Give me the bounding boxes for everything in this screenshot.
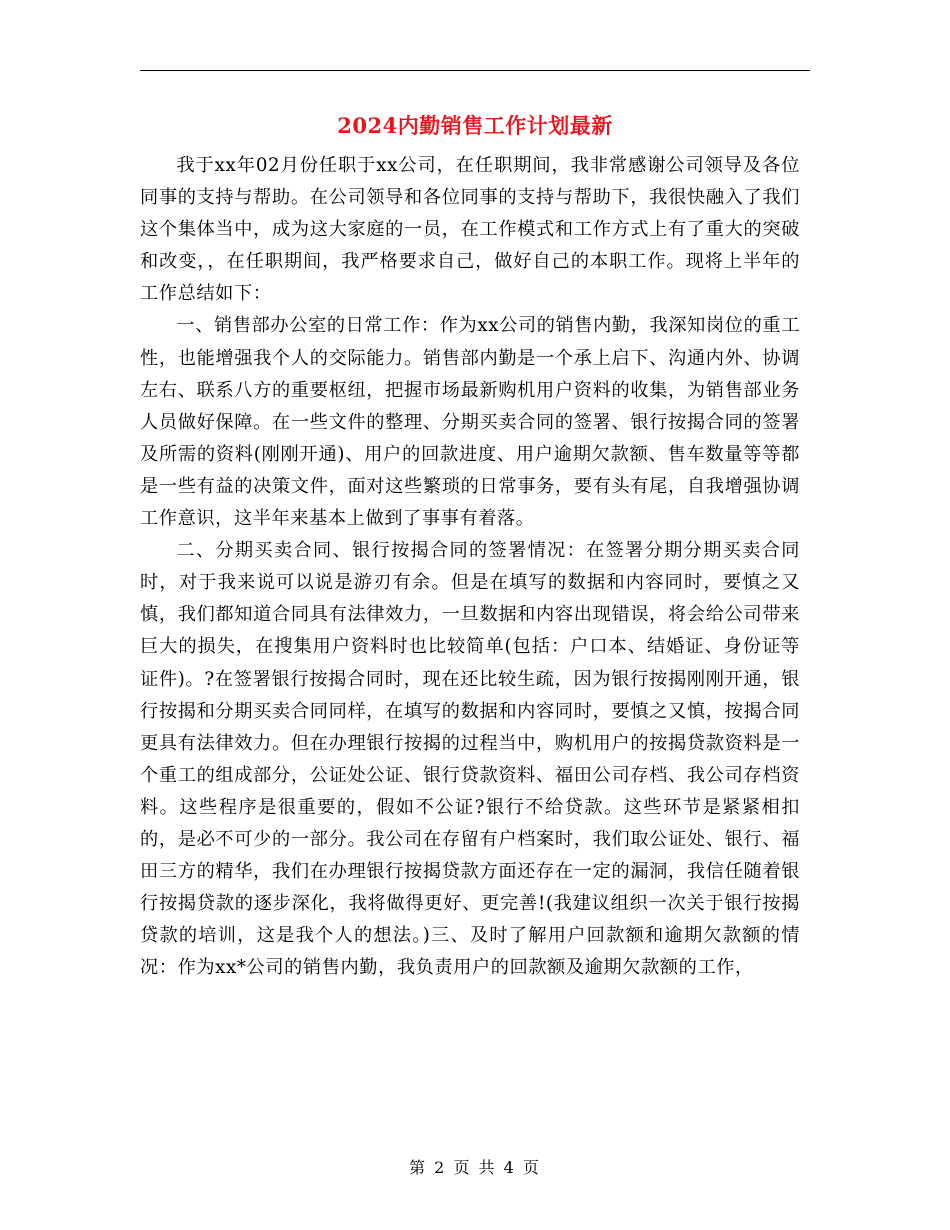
paragraph-section-1: 一、销售部办公室的日常工作：作为xx公司的销售内勤，我深知岗位的重工性，也能增强我个人的交际能力。销售部内勤是一个承上启下、沟通内外、协调左右、联系八方的重要枢纽，把握市场最新购机用户资料的收集，为销售部业务人员做好保障。在一些文件的整理、分期买卖合同的签署、银行按揭合同的签署及所需的资料(刚刚开通)、用户的回款进度、用户逾期欠款额、售车数量等等都是一些有益的决策文件，面对这些繁琐的日常事务，要有头有尾，自我增强协调工作意识，这半年来基本上做到了事事有着落。 <box>140 315 800 530</box>
paragraph-section-2: 二、分期买卖合同、银行按揭合同的签署情况：在签署分期分期买卖合同时，对于我来说可以说是游刃有余。但是在填写的数据和内容同时，要慎之又慎，我们都知道合同具有法律效力，一旦数据和内容出现错误，将会给公司带来巨大的损失，在搜集用户资料时也比较简单(包括：户口本、结婚证、身份证等证件)。?在签署银行按揭合同时，现在还比较生疏，因为银行按揭刚刚开通，银行按揭和分期买卖合同同样，在填写的数据和内容同时，要慎之又慎，按揭合同更具有法律效力。但在办理银行按揭的过程当中，购机用户的按揭贷款资料是一个重工的组成部分，公证处公证、银行贷款资料、福田公司存档、我公司存档资料。这些程序是很重要的，假如不公证?银行不给贷款。这些环节是紧紧相扣的，是必不可少的一部分。我公司在存留有户档案时，我们取公证处、银行、福田三方的精华，我们在办理银行按揭贷款方面还存在一定的漏洞，我信任随着银行按揭贷款的逐步深化，我将做得更好、更完善!(我建议组织一次关于银行按揭贷款的培训，这是我个人的想法。)三、及时了解用户回款额和逾期欠款额的情况：作为xx*公司的销售内勤，我负责用户的回款额及逾期欠款额的工作， <box>140 540 800 979</box>
header-rule <box>140 70 810 71</box>
paragraph-intro: 我于xx年02月份任职于xx公司，在任职期间，我非常感谢公司领导及各位同事的支持与帮助。在公司领导和各位同事的支持与帮助下，我很快融入了我们这个集体当中，成为这大家庭的一员，在工作模式和工作方式上有了重大的突破和改变，，在任职期间，我严格要求自己，做好自己的本职工作。现将上半年的工作总结如下： <box>140 155 800 305</box>
page-number: 第 2 页 共 4 页 <box>409 1158 541 1177</box>
document-body <box>140 150 800 984</box>
document-title: 2024内勤销售工作计划最新 <box>337 113 613 138</box>
